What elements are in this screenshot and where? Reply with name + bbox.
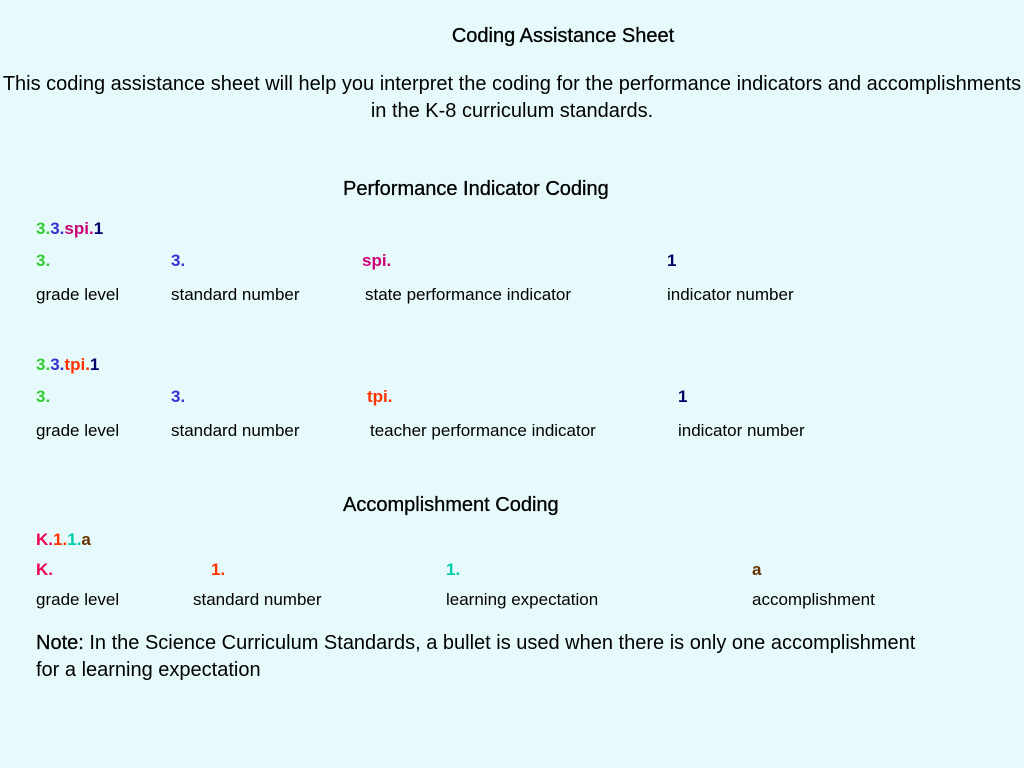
tpi-part-grade: 3. [36, 387, 51, 406]
tpi-code-dot: . [85, 355, 90, 374]
acc-code-dot: . [76, 530, 82, 549]
acc-label-accomplishment: accomplishment [752, 590, 875, 609]
tpi-code-standard: 3 [50, 355, 60, 374]
acc-part-standard: 1. [211, 560, 226, 579]
spi-code-standard: 3 [50, 219, 60, 238]
spi-part-grade: 3. [36, 251, 51, 270]
spi-code-dot: . [59, 219, 65, 238]
acc-code-dot: . [48, 530, 54, 549]
accomplishment-code [36, 530, 91, 550]
acc-code-dot: . [62, 530, 68, 549]
spi-label-standard: standard number [171, 285, 300, 304]
acc-label-standard: standard number [193, 590, 322, 609]
acc-part-accomplishment: a [752, 560, 762, 579]
spi-code-type: spi [64, 219, 89, 238]
spi-label-indicator: indicator number [667, 285, 794, 304]
tpi-code-type: tpi [64, 355, 86, 374]
spi-code [36, 219, 103, 239]
acc-code-accomplishment: a [81, 530, 91, 549]
tpi-label-standard: standard number [171, 421, 300, 440]
note [36, 630, 936, 684]
spi-code-dot: . [88, 219, 94, 238]
note-label: Note: [36, 632, 84, 654]
spi-code-indicator: 1 [93, 219, 104, 238]
spi-label-grade: grade level [36, 285, 120, 304]
spi-code-grade: 3 [36, 219, 46, 238]
acc-code-expectation: 1 [67, 530, 77, 549]
performance-heading: Performance Indicator Coding [343, 178, 609, 200]
acc-label-expectation: learning expectation [446, 590, 599, 609]
note-text: In the Science Curriculum Standards, a bullet is used when there is only one accomplishment for a learning expectation [36, 632, 916, 681]
tpi-label-type: teacher performance indicator [370, 421, 596, 440]
intro-paragraph: This coding assistance sheet will help you interpret the coding for the performance indicators and accomplishments in the K-8 curriculum standards. [2, 73, 1022, 122]
page-title: Coding Assistance Sheet [451, 25, 675, 47]
tpi-label-grade: grade level [36, 421, 120, 440]
tpi-part-type: tpi. [367, 387, 393, 406]
spi-code-dot: . [45, 219, 51, 238]
accomplishment-heading: Accomplishment Coding [343, 494, 559, 516]
tpi-part-standard: 3. [171, 387, 186, 406]
acc-code-standard: 1 [53, 530, 63, 549]
spi-part-indicator: 1 [667, 251, 677, 270]
tpi-code-dot: . [59, 355, 65, 374]
spi-label-type: state performance indicator [365, 285, 571, 304]
acc-code-grade: K [36, 530, 49, 549]
tpi-code-dot: . [45, 355, 51, 374]
tpi-code-grade: 3 [36, 355, 46, 374]
spi-part-standard: 3. [171, 251, 186, 270]
tpi-code-indicator: 1 [89, 355, 100, 374]
acc-label-grade: grade level [36, 590, 120, 609]
tpi-part-indicator: 1 [678, 387, 688, 406]
acc-part-expectation: 1. [446, 560, 461, 579]
acc-part-grade: K. [36, 560, 53, 579]
spi-part-type: spi. [362, 251, 392, 270]
tpi-code [36, 355, 99, 375]
tpi-label-indicator: indicator number [678, 421, 805, 440]
